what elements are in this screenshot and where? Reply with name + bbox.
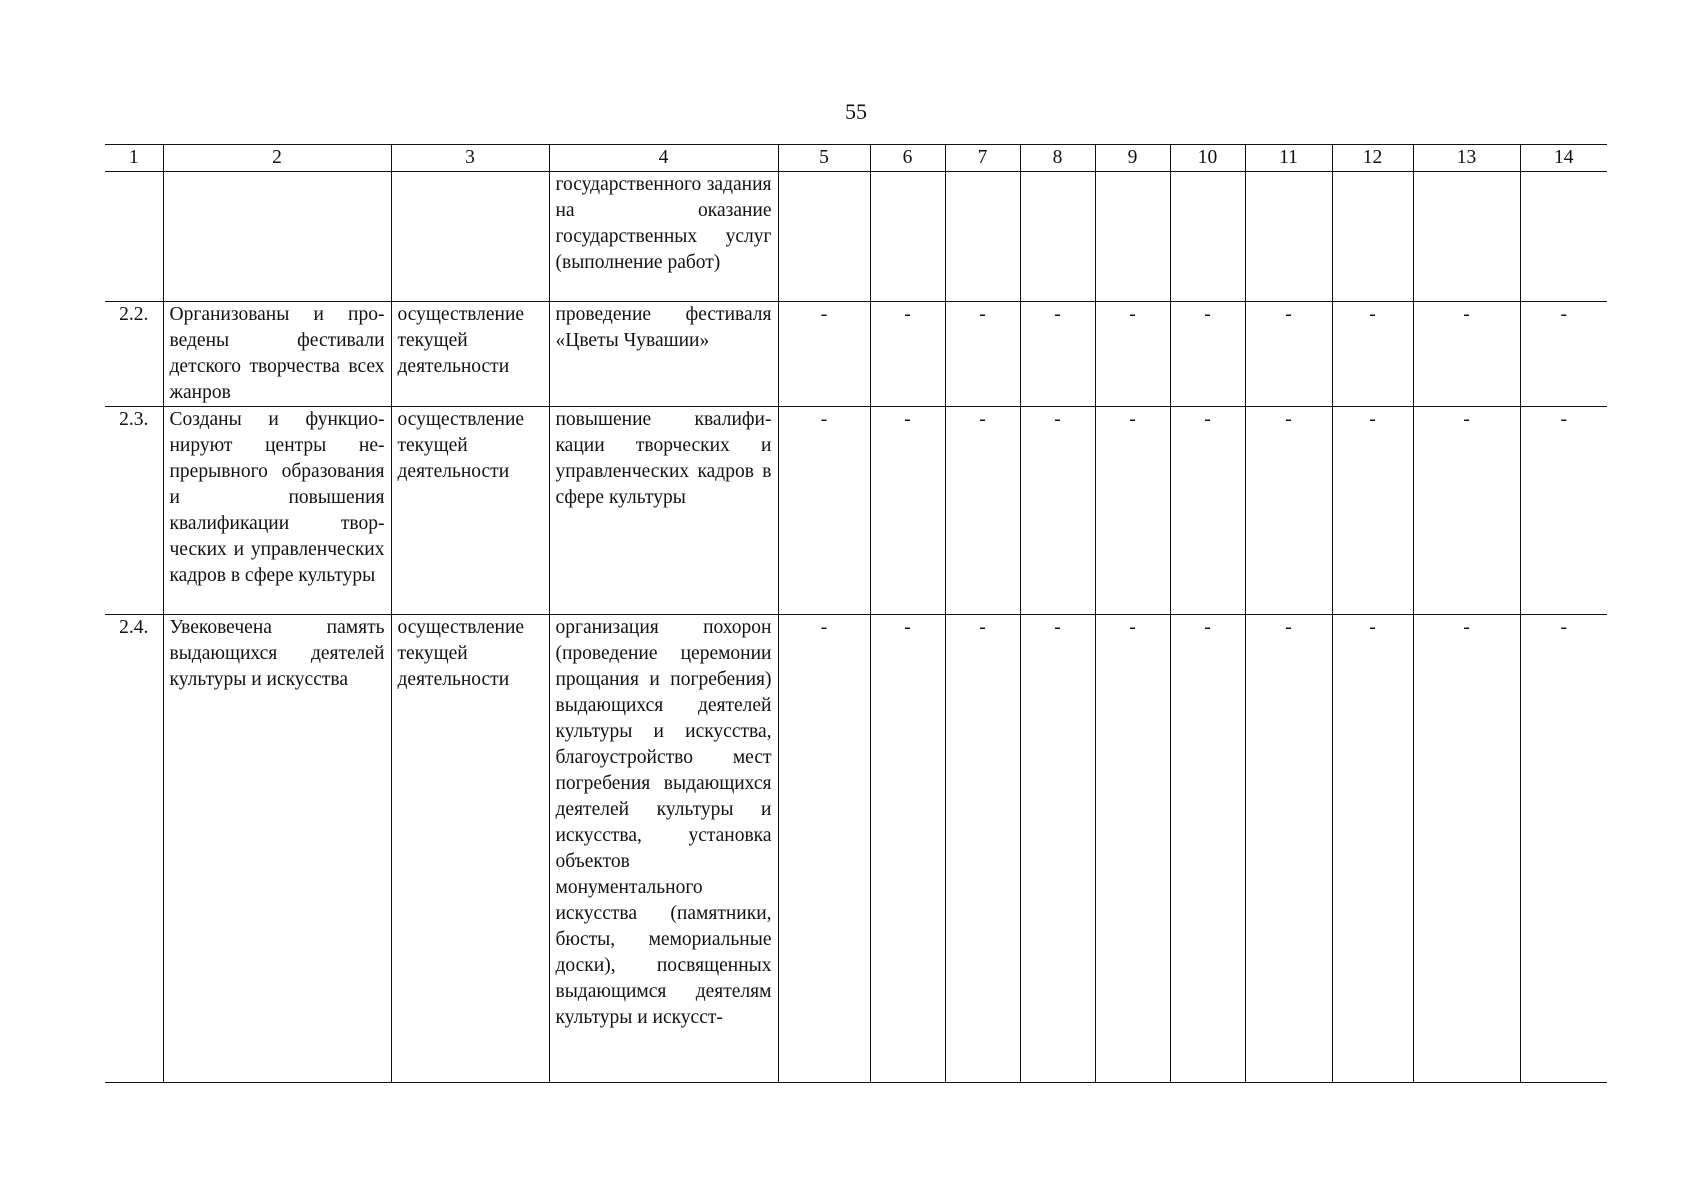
row-number: 2.3. xyxy=(105,407,163,615)
value-cell: - xyxy=(1170,302,1245,407)
value-cell: - xyxy=(1170,615,1245,1083)
table-row xyxy=(105,407,1607,615)
value-cell: - xyxy=(1020,302,1095,407)
table-row xyxy=(105,172,1607,302)
column-number: 6 xyxy=(870,145,945,172)
column-number: 14 xyxy=(1520,145,1607,172)
value-cell: - xyxy=(1520,615,1607,1083)
value-cell: - xyxy=(778,615,870,1083)
type-cell: осуществление текущей деятельности xyxy=(391,615,549,1083)
value-cell: - xyxy=(778,302,870,407)
column-number: 9 xyxy=(1095,145,1170,172)
type-cell xyxy=(391,172,549,302)
value-cell: - xyxy=(870,302,945,407)
value-cell: - xyxy=(870,407,945,615)
value-cell: - xyxy=(1413,615,1520,1083)
row-number: 2.4. xyxy=(105,615,163,1083)
type-cell: осуществление текущей деятельности xyxy=(391,302,549,407)
value-cell xyxy=(1332,172,1413,302)
result-cell: Организованы и проведены фестивали детского творчества всех жанров xyxy=(163,302,391,407)
value-cell: - xyxy=(945,615,1020,1083)
column-number: 5 xyxy=(778,145,870,172)
value-cell: - xyxy=(945,407,1020,615)
page-number: 55 xyxy=(845,99,867,124)
value-cell: - xyxy=(1520,407,1607,615)
result-cell: Созданы и функционируют центры непрерывного образования и повышения квалификации творческих и управленческих кадров в сфере культуры xyxy=(163,407,391,615)
value-cell: - xyxy=(1020,407,1095,615)
value-cell xyxy=(945,172,1020,302)
column-number: 12 xyxy=(1332,145,1413,172)
value-cell: - xyxy=(1020,615,1095,1083)
content-cell: государственного задания на оказание государственных услуг (выполнение работ) xyxy=(549,172,778,302)
column-number-row xyxy=(105,145,1607,172)
value-cell xyxy=(1245,172,1332,302)
value-cell xyxy=(870,172,945,302)
column-number: 7 xyxy=(945,145,1020,172)
column-number: 2 xyxy=(163,145,391,172)
value-cell: - xyxy=(1413,302,1520,407)
row-number: 2.2. xyxy=(105,302,163,407)
value-cell: - xyxy=(1332,302,1413,407)
column-number: 4 xyxy=(549,145,778,172)
value-cell: - xyxy=(778,407,870,615)
value-cell: - xyxy=(1245,407,1332,615)
row-number xyxy=(105,172,163,302)
result-cell: Увековечена память выдающихся деятелей культуры и искусства xyxy=(163,615,391,1083)
content-cell: повышение квалификации творческих и управленческих кадров в сфере культуры xyxy=(549,407,778,615)
type-cell: осуществление текущей деятельности xyxy=(391,407,549,615)
value-cell: - xyxy=(945,302,1020,407)
value-cell: - xyxy=(1332,407,1413,615)
value-cell: - xyxy=(870,615,945,1083)
column-number: 13 xyxy=(1413,145,1520,172)
table-row xyxy=(105,302,1607,407)
value-cell xyxy=(1095,172,1170,302)
value-cell: - xyxy=(1332,615,1413,1083)
value-cell: - xyxy=(1413,407,1520,615)
value-cell: - xyxy=(1095,302,1170,407)
value-cell: - xyxy=(1520,302,1607,407)
column-number: 10 xyxy=(1170,145,1245,172)
result-cell xyxy=(163,172,391,302)
column-number: 11 xyxy=(1245,145,1332,172)
column-number: 1 xyxy=(105,145,163,172)
table-row xyxy=(105,615,1607,1083)
value-cell xyxy=(1170,172,1245,302)
value-cell xyxy=(1520,172,1607,302)
column-number: 8 xyxy=(1020,145,1095,172)
value-cell xyxy=(1413,172,1520,302)
value-cell: - xyxy=(1245,302,1332,407)
value-cell xyxy=(1020,172,1095,302)
value-cell: - xyxy=(1170,407,1245,615)
value-cell: - xyxy=(1095,615,1170,1083)
value-cell xyxy=(778,172,870,302)
content-cell: проведение фестиваля «Цветы Чувашии» xyxy=(549,302,778,407)
value-cell: - xyxy=(1245,615,1332,1083)
measures-table xyxy=(105,144,1607,1083)
content-cell: организация похорон (проведение церемонии прощания и погребения) выдающихся деятелей культуры и искусства, благоустройство мест погребения выдающихся деятелей культуры и искусства, установка объектов монументального искусства (памятники, бюсты, мемориальные доски), посвященных выдающимся деятелям культуры и искусст- xyxy=(549,615,778,1083)
value-cell: - xyxy=(1095,407,1170,615)
column-number: 3 xyxy=(391,145,549,172)
